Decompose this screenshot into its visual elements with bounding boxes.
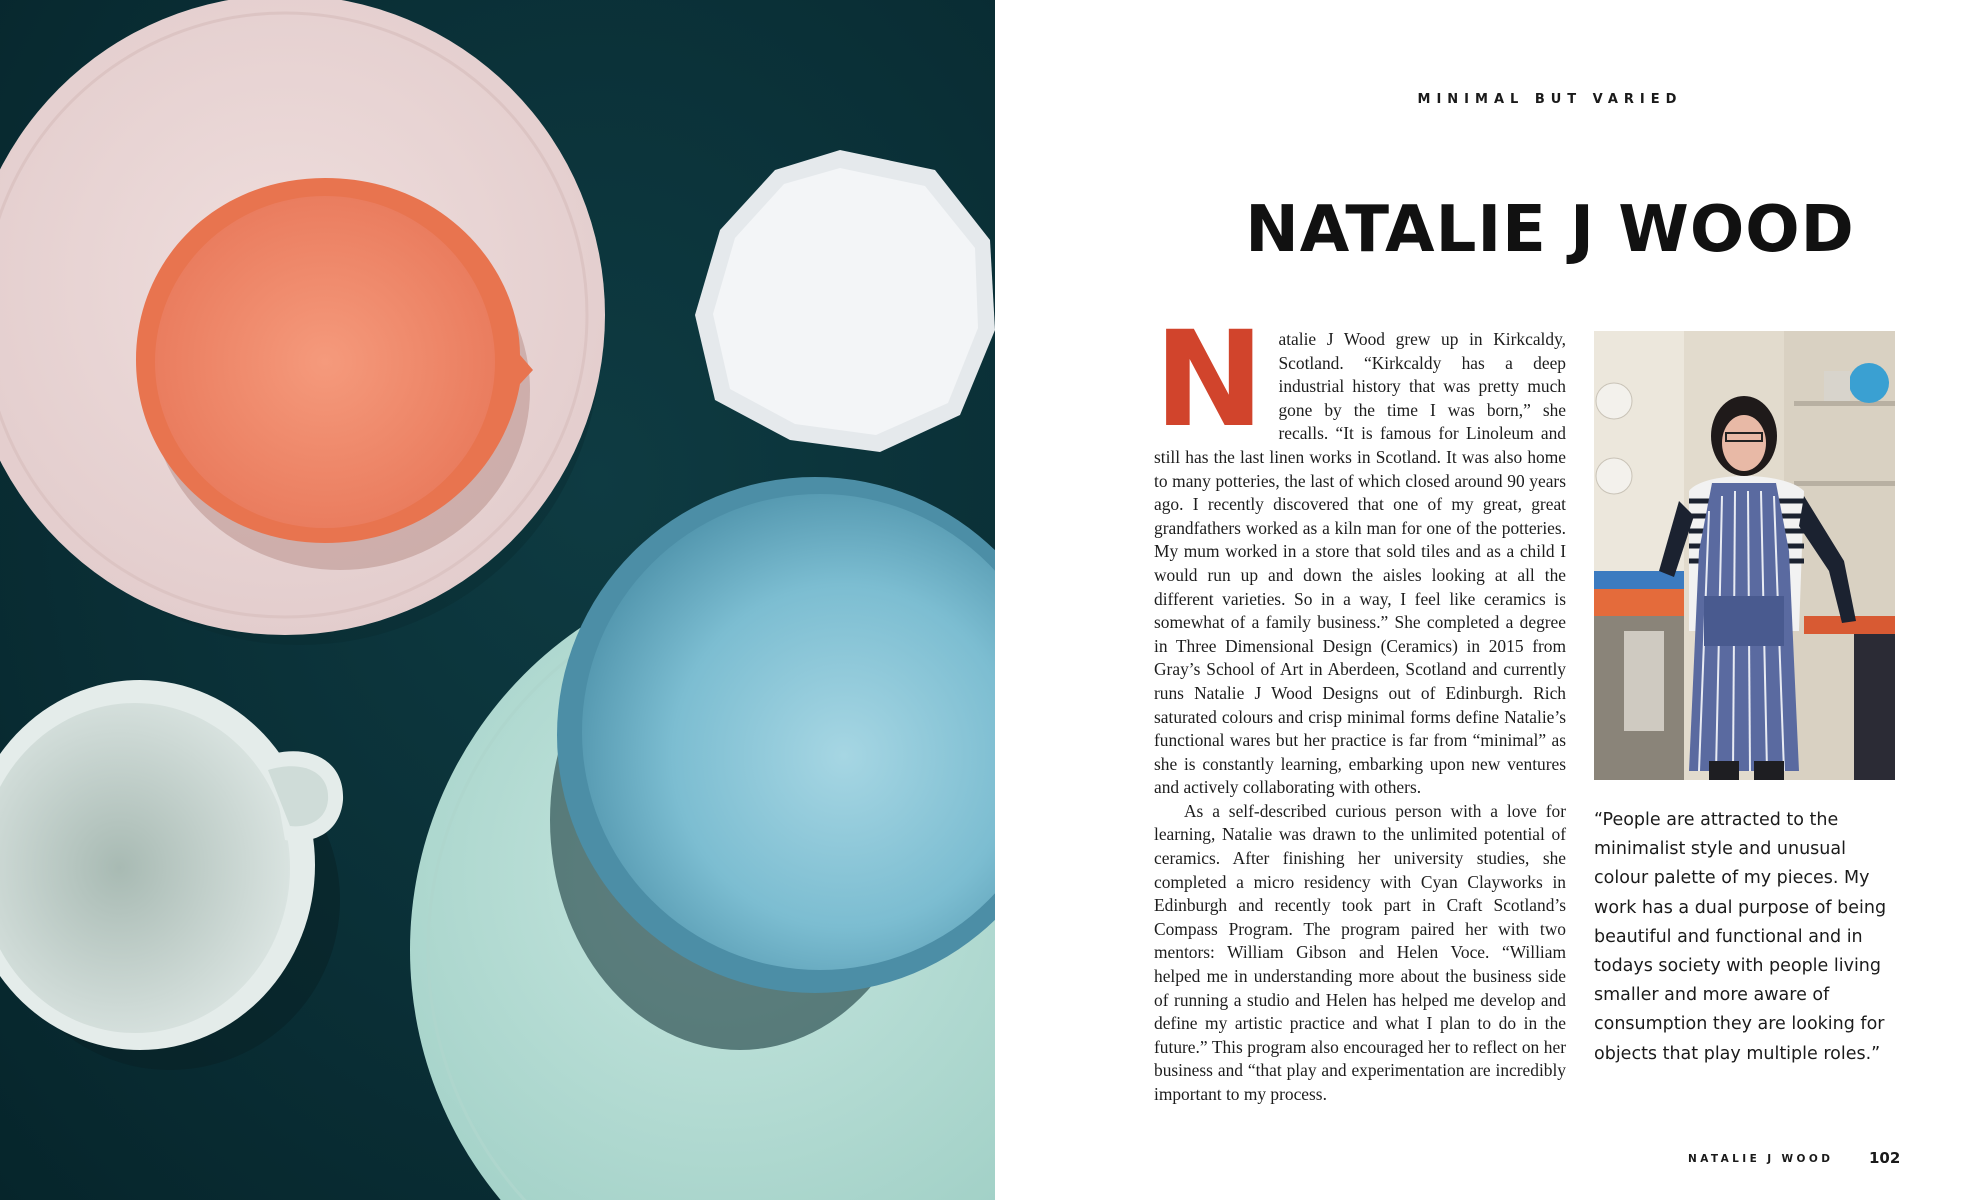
page-title: NATALIE J WOOD: [1245, 193, 1855, 267]
paragraph-2: As a self-described curious person with a love for learning, Natalie was drawn to the unlimited potential of ceramics. After finishing her university studies, she completed a micro residency with Cyan Clayworks in Edinburgh and recently took part in Craft Scotland’s Compass Program. The program paired her with two mentors: William Gibson and Helen Voce. “William helped me in understanding more about the business side of running a studio and Helen has helped me develop and define my artistic practice and what I plan to do in the future.” This program also encouraged her to reflect on her business and “that play and experimentation are incredibly important to my process.: [1154, 800, 1566, 1104]
pull-quote: “People are attracted to the minimalist style and unusual colour palette of my pieces. My work has a dual purpose of being beautiful and functional and in todays society with people living smaller and more aware of consumption they are looking for objects that play multiple roles.”: [1594, 810, 1887, 1064]
running-footer: NATALIE J WOOD: [1688, 1153, 1834, 1165]
kicker: MINIMAL BUT VARIED: [1417, 92, 1683, 107]
artist-portrait: [1594, 331, 1895, 780]
page-number: 102: [1869, 1149, 1901, 1167]
paragraph-1: atalie J Wood grew up in Kirkcaldy, Scotland. “Kirkcaldy has a deep industrial history that was pretty much gone by the time I was born,” she recalls. “It is famous for Linoleum and still has the last linen works in Scotland. It was also home to many potteries, the last of which closed around 90 years ago. I recently discovered that one of my great, great grandfathers worked as a kiln man for one of the potteries. My mum worked in a store that sold tiles and as a child I would run up and down the aisles looking at all the different varieties. So in a way, I feel like ceramics is somewhat of a family business.” She completed a degree in Three Dimensional Design (Ceramics) in 2015 from Gray’s School of Art in Aberdeen, Scotland and currently runs Natalie J Wood Designs out of Edinburgh. Rich saturated colours and crisp minimal forms define Natalie’s functional wares but her practice is far from “minimal” as she is constantly learning, embarking upon new ventures and actively collaborating with others.: [1154, 329, 1566, 798]
article-body: [1154, 303, 1566, 1107]
drop-cap: N: [1154, 303, 1265, 457]
